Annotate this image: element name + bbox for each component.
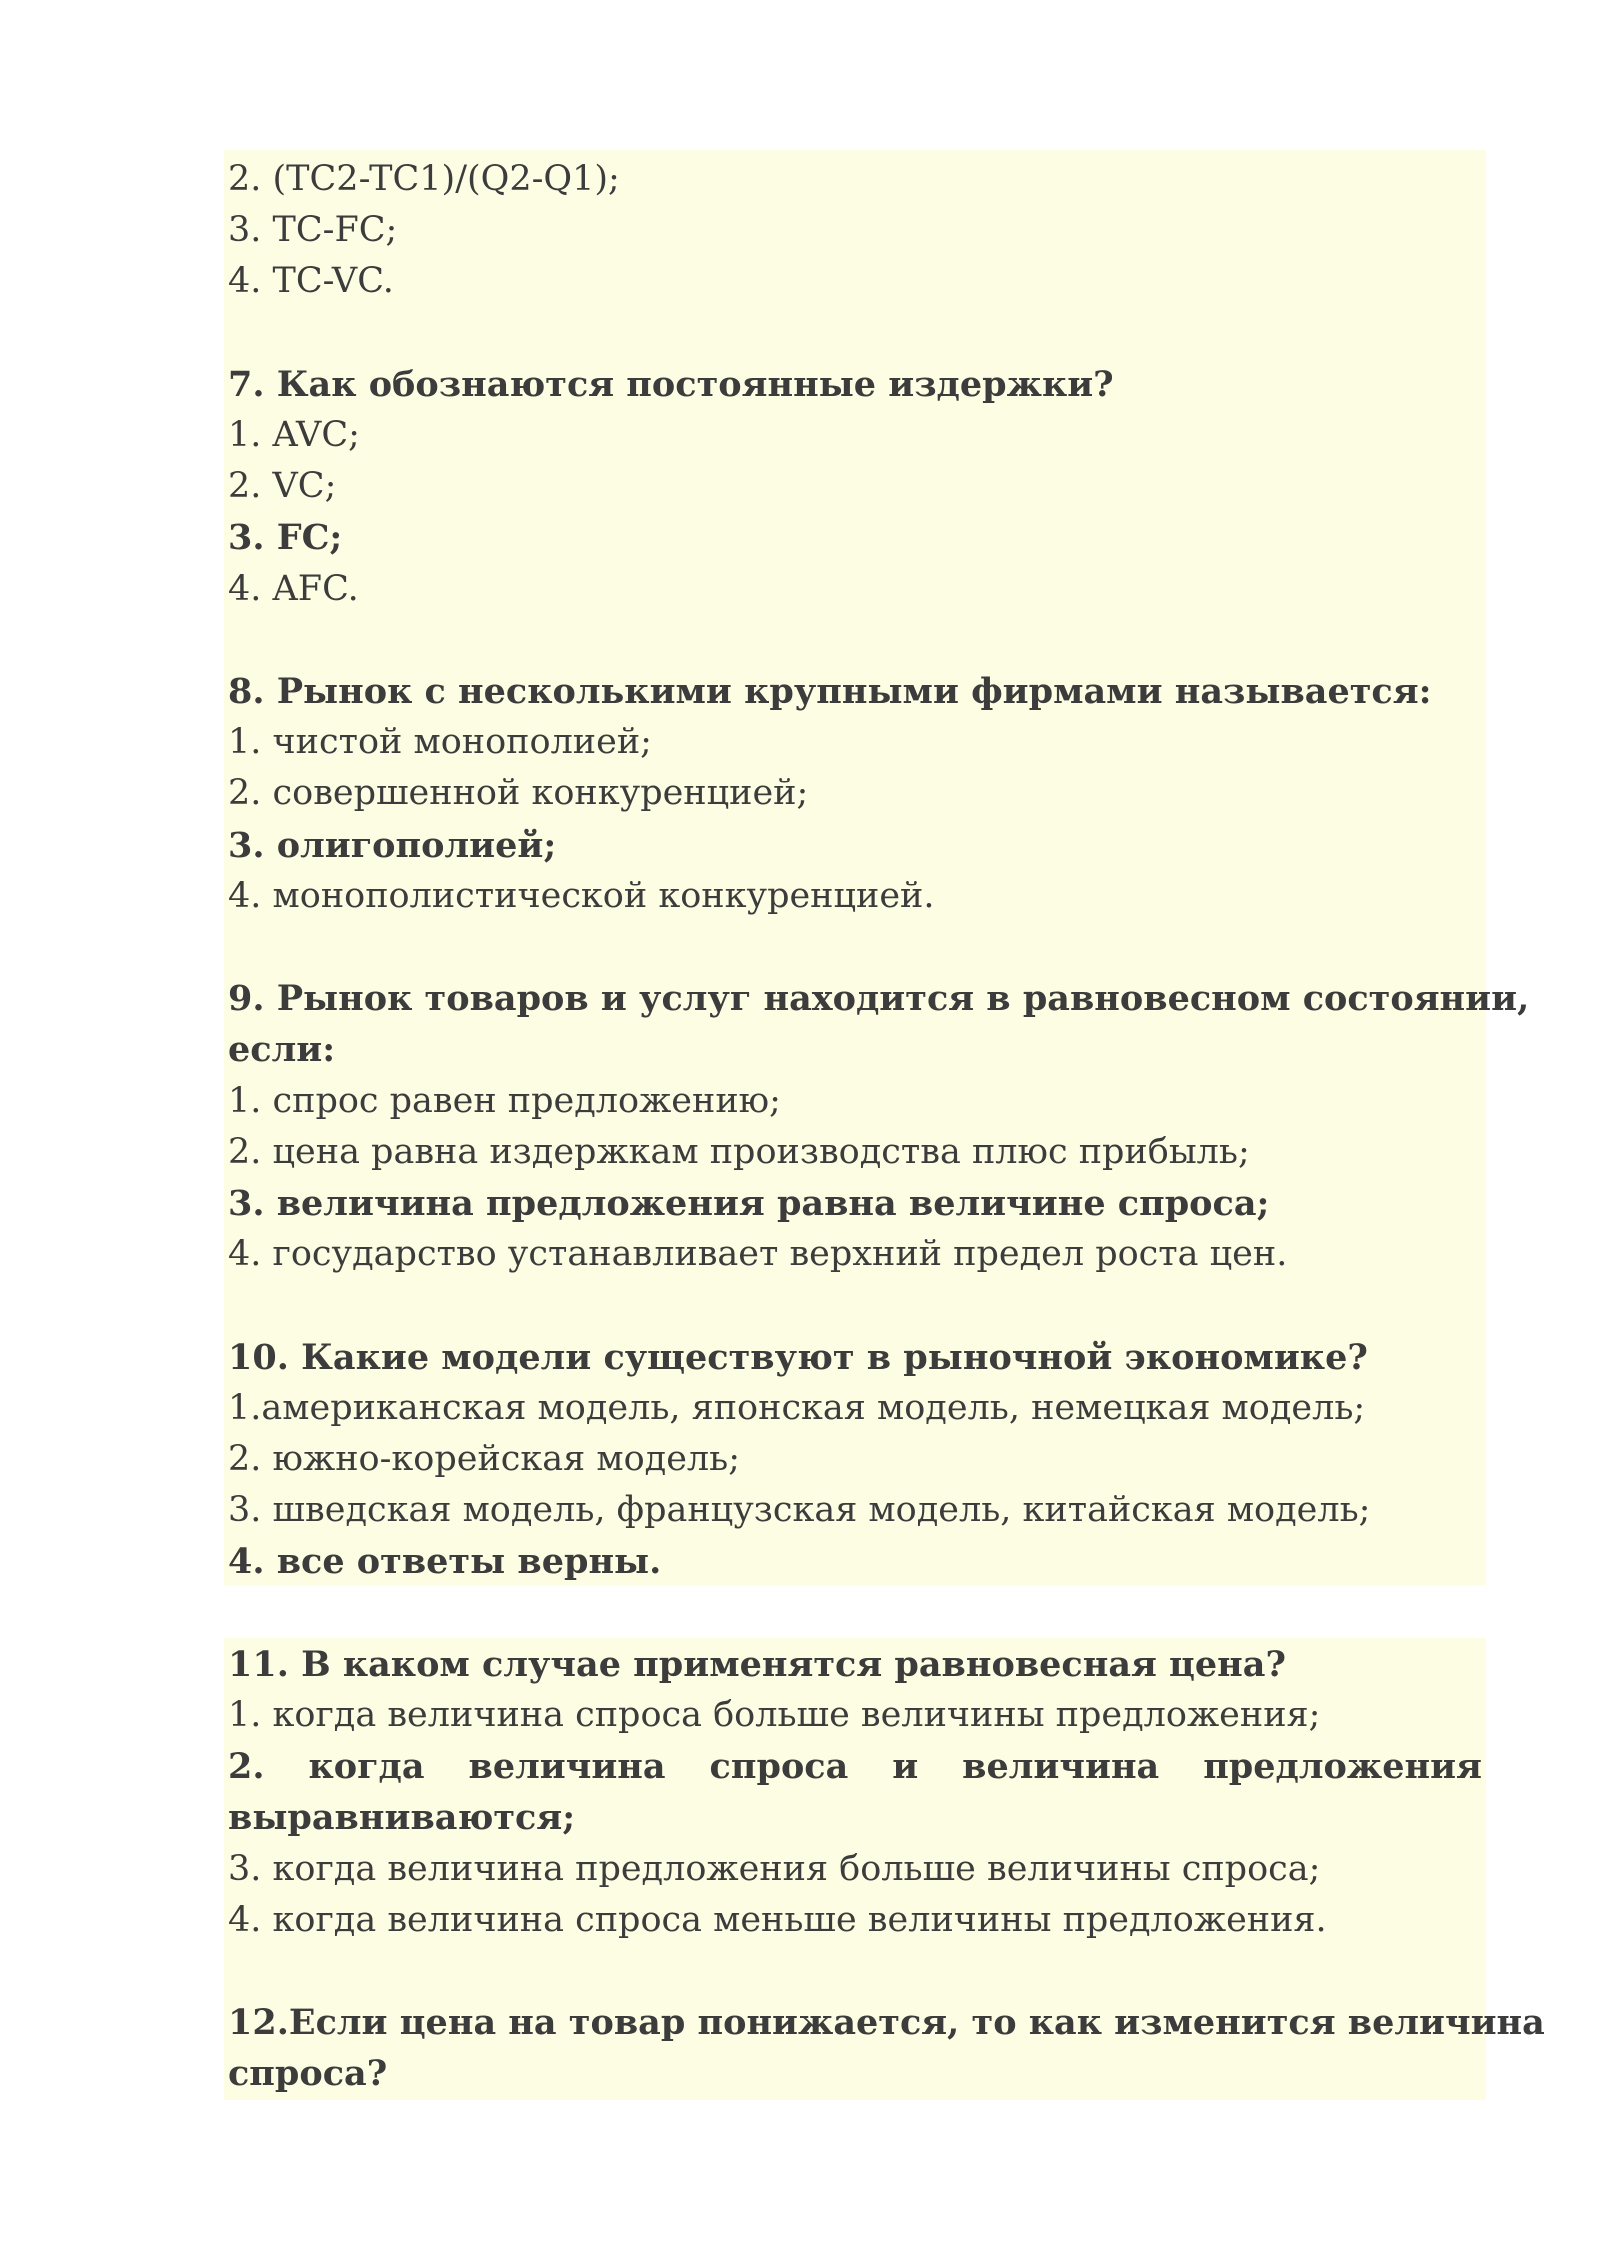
answer-option: 2. VC; [228,466,337,507]
question-7: 7. Как обознаются постоянные издержки? [228,363,1114,405]
question-11: 11. В каком случае применятся равновесная цена? [228,1643,1286,1685]
answer-option: 2. южно-корейская модель; [228,1439,740,1480]
word: спроса [709,1746,849,1788]
answer-option: 3. шведская модель, французская модель, китайская модель; [228,1490,1371,1531]
answer-option: 1.американская модель, японская модель, немецкая модель; [228,1387,1366,1428]
word: когда [308,1746,425,1788]
blank-line [228,922,1482,973]
question-9: 9. Рынок товаров и услуг находится в равновесном состоянии, [228,978,1530,1020]
answer-option: 4. когда величина спроса меньше величины предложения. [228,1899,1327,1940]
answer-option: 2. совершенной конкуренцией; [228,773,809,814]
answer-option: 3. когда величина предложения больше величины спроса; [228,1848,1321,1889]
question-10: 10. Какие модели существуют в рыночной экономике? [228,1336,1368,1378]
blank-line [228,1588,1482,1639]
document-content [228,154,1545,2100]
word: величина [468,1746,666,1788]
question-12-continuation: спроса? [228,2053,388,2095]
question-12: 12.Если цена на товар понижается, то как изменится величина [228,2002,1545,2044]
question-8: 8. Рынок с несколькими крупными фирмами называется: [228,671,1432,712]
answer-option: 4. монополистической конкуренцией. [228,875,935,916]
answer-option: 1. когда величина спроса больше величины предложения; [228,1695,1321,1736]
answer-option: 1. спрос равен предложению; [228,1080,781,1121]
correct-answer-option: 4. все ответы верны. [228,1541,662,1583]
blank-line [228,308,1482,359]
blank-line [228,615,1482,666]
answer-option: 4. TC-VC. [228,261,394,302]
answer-option: 4. государство устанавливает верхний предел роста цен. [228,1234,1288,1275]
word: и [892,1746,919,1788]
word: 2. [228,1746,265,1788]
answer-option: 3. TC-FC; [228,210,398,251]
correct-answer-continuation: выравниваются; [228,1797,576,1839]
answer-option: 2. (TC2-TC1)/(Q2-Q1); [228,159,620,199]
answer-option: 2. цена равна издержкам производства плюс прибыль; [228,1131,1250,1172]
blank-line [228,1946,1482,1997]
blank-line [228,1280,1482,1331]
question-9-continuation: если: [228,1029,336,1071]
correct-answer-option [228,1741,1482,1792]
word: величина [962,1746,1160,1788]
correct-answer-option: 3. олигополией; [228,824,557,866]
answer-option: 1. чистой монополией; [228,722,652,763]
answer-option: 4. AFC. [228,568,359,609]
word: предложения [1203,1746,1482,1788]
correct-answer-option: 3. величина предложения равна величине спроса; [228,1183,1270,1225]
answer-option: 1. AVC; [228,415,360,455]
correct-answer-option: 3. FC; [228,517,343,559]
